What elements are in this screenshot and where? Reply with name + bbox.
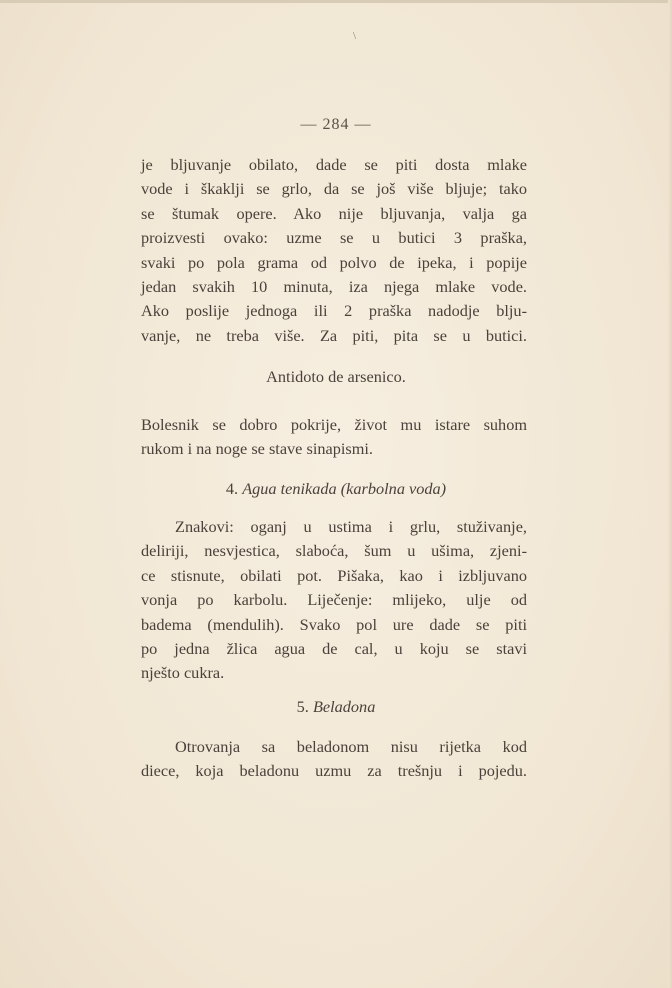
text-line: Bolesnik se dobro pokrije, život mu istare suhom xyxy=(141,415,527,434)
text-line: nješto cukra. xyxy=(141,663,225,683)
paragraph-arsenic-treatment xyxy=(141,413,527,462)
page-number: — 284 — xyxy=(300,116,372,133)
heading-antidote-arsenic: Antidoto de arsenico. xyxy=(266,367,406,386)
section-title: Agua tenikada (karbolna voda) xyxy=(242,479,447,498)
text-line: deliriji, nesvjestica, slaboća, šum u ušima, zjeni- xyxy=(141,541,527,561)
text-line: Znakovi: oganj u ustima i grlu, stuživanje, xyxy=(175,517,527,536)
heading-section-5 xyxy=(0,697,672,717)
text-line: ce stisnute, obilati pot. Pišaka, kao i izbljuvano xyxy=(141,565,527,585)
paragraph-carbolic-symptoms xyxy=(141,515,527,686)
text-line: vanje, ne treba više. Za piti, pita se u butici. xyxy=(141,325,527,345)
text-line: Ako poslije jednoga ili 2 praška nadodje blju- xyxy=(141,301,527,321)
text-line: vode i škaklji se grlo, da se još više bljuje; tako xyxy=(141,179,527,199)
text-line: badema (mendulih). Svako pol ure dade se piti xyxy=(141,614,527,634)
section-number: 5. xyxy=(296,697,309,716)
paragraph-emetic xyxy=(141,153,527,348)
heading-section-4 xyxy=(0,479,672,499)
text-line: diece, koja beladonu uzmu za trešnju i pojedu. xyxy=(141,761,527,781)
text-line: Otrovanja sa beladonom nisu rijetka kod xyxy=(175,737,527,756)
text-line: se štumak opere. Ako nije bljuvanja, valja ga xyxy=(141,203,527,223)
text-line: jedan svakih 10 minuta, iza njega mlake vode. xyxy=(141,277,527,297)
text-line: rukom i na noge se stave sinapismi. xyxy=(141,439,373,459)
text-line: svaki po pola grama od polvo de ipeka, i popije xyxy=(141,252,527,272)
text-line: je bljuvanje obilato, dade se piti dosta mlake xyxy=(141,155,527,174)
top-edge xyxy=(0,0,672,3)
stray-mark: \ xyxy=(353,30,357,42)
text-line: vonja po karbolu. Liječenje: mlijeko, ulje od xyxy=(141,590,527,610)
section-title: Beladona xyxy=(312,697,376,716)
text-line: po jedna žlica agua de cal, u koju se stavi xyxy=(141,639,527,659)
paragraph-belladonna xyxy=(141,735,527,784)
section-number: 4. xyxy=(225,479,239,498)
text-line: proizvesti ovako: uzme se u butici 3 praška, xyxy=(141,228,527,248)
